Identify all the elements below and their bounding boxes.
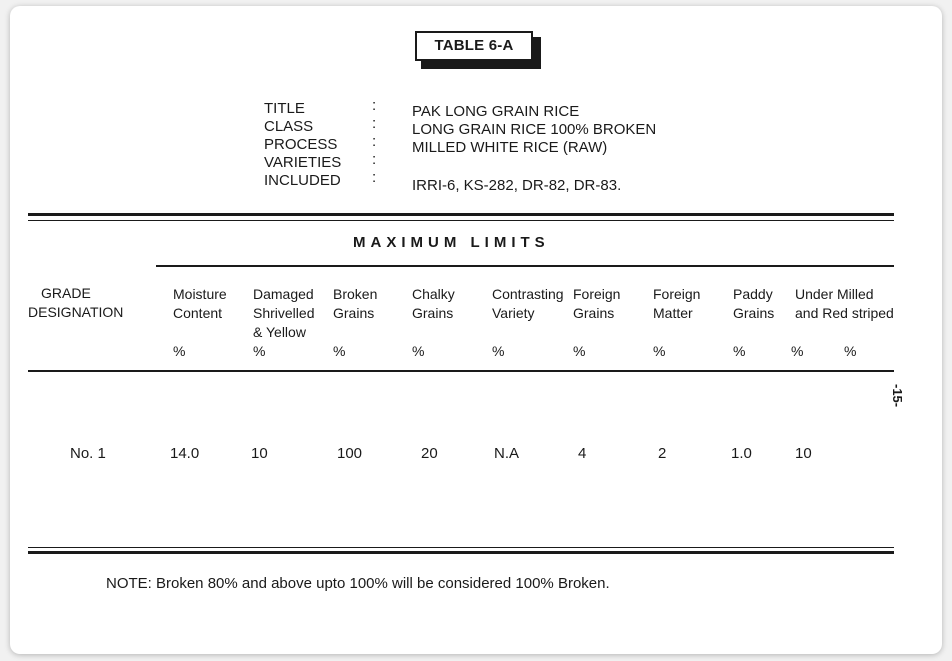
table-label: TABLE 6-A bbox=[415, 31, 533, 61]
page-number: -15- bbox=[890, 384, 905, 408]
maximum-limits-title: MAXIMUM LIMITS bbox=[353, 234, 550, 251]
unit-broken: % bbox=[333, 343, 346, 359]
cell-foreign-grains: 4 bbox=[578, 445, 587, 462]
limits-rule bbox=[156, 265, 894, 267]
unit-paddy: % bbox=[733, 343, 746, 359]
info-label-class: CLASS bbox=[264, 118, 314, 135]
info-label-process: PROCESS bbox=[264, 136, 338, 153]
info-colon: : bbox=[372, 97, 377, 114]
cell-damaged: 10 bbox=[251, 445, 268, 462]
info-value-included: IRRI-6, KS-282, DR-82, DR-83. bbox=[412, 177, 622, 194]
cell-broken: 100 bbox=[337, 445, 363, 462]
cell-chalky: 20 bbox=[421, 445, 438, 462]
info-colons bbox=[372, 97, 376, 187]
bottom-rule-thin bbox=[28, 547, 894, 548]
top-rule-thick bbox=[28, 213, 894, 216]
grade-header-line2: DESIGNATION bbox=[28, 304, 124, 320]
info-value-title: PAK LONG GRAIN RICE bbox=[412, 103, 580, 120]
row-grade: No. 1 bbox=[70, 445, 106, 462]
info-value-process: MILLED WHITE RICE (RAW) bbox=[412, 139, 608, 156]
bottom-rule-thick bbox=[28, 551, 894, 554]
unit-damaged: % bbox=[253, 343, 266, 359]
unit-contrasting: % bbox=[492, 343, 505, 359]
grade-header-line1: GRADE bbox=[41, 285, 91, 301]
info-values bbox=[412, 103, 656, 157]
header-rule bbox=[28, 370, 894, 372]
info-colon: : bbox=[372, 133, 377, 150]
col-header-contrasting: Contrasting Variety bbox=[492, 286, 564, 321]
unit-moisture: % bbox=[173, 343, 186, 359]
cell-foreign-matter: 2 bbox=[658, 445, 667, 462]
col-header-moisture: Moisture Content bbox=[173, 286, 227, 321]
info-label-title: TITLE bbox=[264, 100, 305, 117]
unit-red-striped: % bbox=[844, 343, 857, 359]
table-label-box bbox=[415, 31, 539, 65]
unit-chalky: % bbox=[412, 343, 425, 359]
col-header-broken: Broken Grains bbox=[333, 286, 378, 321]
col-header-chalky: Chalky Grains bbox=[412, 286, 455, 321]
cell-under-milled: 10 bbox=[795, 445, 812, 462]
info-colon: : bbox=[372, 169, 377, 186]
info-label-varieties: VARIETIES bbox=[264, 154, 342, 171]
col-header-foreign-grains: Foreign Grains bbox=[573, 286, 621, 321]
cell-paddy: 1.0 bbox=[731, 445, 752, 462]
unit-under-milled: % bbox=[791, 343, 804, 359]
info-value-class: LONG GRAIN RICE 100% BROKEN bbox=[412, 121, 657, 138]
document-page bbox=[10, 6, 942, 654]
info-colon: : bbox=[372, 151, 377, 168]
col-header-foreign-matter: Foreign Matter bbox=[653, 286, 701, 321]
unit-foreign-grains: % bbox=[573, 343, 586, 359]
table-note: NOTE: Broken 80% and above upto 100% will be considered 100% Broken. bbox=[106, 575, 610, 592]
col-header-under-milled: Under Milled and Red striped bbox=[795, 286, 894, 321]
unit-foreign-matter: % bbox=[653, 343, 666, 359]
col-header-paddy: Paddy Grains bbox=[733, 286, 775, 321]
cell-moisture: 14.0 bbox=[170, 445, 200, 462]
top-rule-thin bbox=[28, 220, 894, 221]
cell-contrasting: N.A bbox=[494, 445, 520, 462]
col-header-damaged: Damaged Shrivelled & Yellow bbox=[253, 286, 315, 340]
info-colon: : bbox=[372, 115, 377, 132]
info-labels bbox=[264, 100, 341, 190]
info-label-included: INCLUDED bbox=[264, 172, 341, 189]
